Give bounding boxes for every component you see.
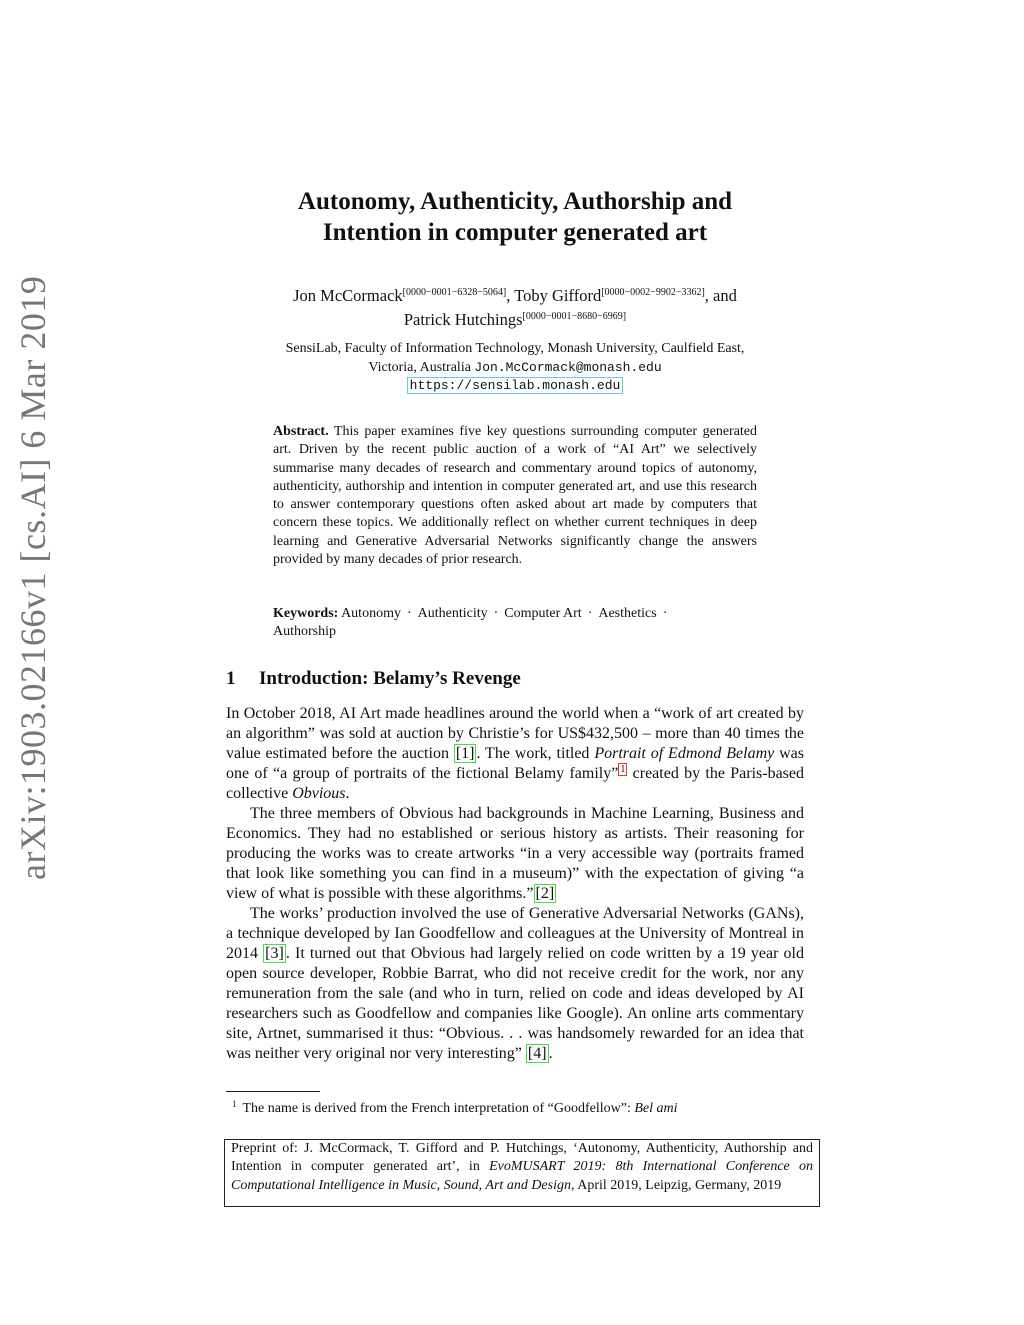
- keyword: Computer Art: [504, 606, 582, 621]
- body-text: [226, 704, 804, 1064]
- text-run: The works’ production involved the use of Generative Adversarial Networks (GANs), a technique developed by Ian Goodfellow and colleagues at the University of Montreal in 2014: [226, 905, 804, 962]
- affiliation-line-2: [226, 359, 804, 378]
- citation-link[interactable]: [2]: [535, 885, 555, 902]
- keyword: Aesthetics: [598, 606, 657, 621]
- footnote-italic: Bel ami: [634, 1101, 678, 1116]
- affiliation-line-3: [226, 377, 804, 396]
- venue-name: EvoMUSART 2019: 8th International Conference on Computational Intelligence in Music, Sound, Art and Design,: [231, 1159, 814, 1193]
- orcid-id: [0000−0001−6328−5064]: [402, 287, 507, 298]
- paragraph-1: [226, 704, 804, 804]
- keyword-separator: ·: [406, 606, 412, 621]
- keyword: Authorship: [273, 624, 336, 640]
- paragraph-3: [226, 904, 804, 1064]
- affiliation-line-1: SensiLab, Faculty of Information Technology, Monash University, Caulfield East,: [285, 341, 745, 356]
- footnote: [232, 1095, 804, 1118]
- affiliation: [226, 340, 804, 396]
- website-link[interactable]: https://sensilab.monash.edu: [407, 377, 624, 394]
- author-name: Toby Gifford: [514, 286, 602, 305]
- author-list: [226, 282, 804, 330]
- email-address[interactable]: Jon.McCormack@monash.edu: [474, 359, 662, 375]
- preprint-notice-box: [224, 1139, 820, 1207]
- paragraph-2: [226, 804, 804, 904]
- text-run: The three members of Obvious had backgrounds in Machine Learning, Business and Economics. They had no established or serious history as artists. Their reasoning for producing the works was to create artworks “in a very accessible way (portraits framed that look like something you can find in a museum)” with the expectation of giving “a view of what is possible with these algorithms.”: [226, 805, 804, 902]
- section-number: 1: [226, 668, 236, 689]
- text-run: . The work, titled: [476, 745, 595, 762]
- author-name: Jon McCormack: [293, 286, 403, 305]
- orcid-id: [0000−0001−8680−6969]: [522, 311, 627, 322]
- keyword: Autonomy: [341, 606, 401, 621]
- text-run: created by the Paris-based collective: [226, 765, 804, 802]
- footnote-rule: [226, 1091, 320, 1092]
- citation-link[interactable]: [3]: [265, 945, 284, 962]
- keywords: [273, 605, 757, 642]
- collective-name: Obvious: [292, 785, 346, 802]
- keyword: Authenticity: [417, 606, 488, 621]
- section-heading: [226, 667, 804, 691]
- paper-title: [226, 186, 804, 248]
- author-separator: , and: [704, 286, 737, 305]
- text-run: was one of “a group of portraits of the fictional Belamy family”: [226, 745, 805, 782]
- abstract: [273, 423, 757, 569]
- title-line-2: Intention in computer generated art: [322, 219, 708, 246]
- arxiv-identifier-stamp: arXiv:1903.02166v1 [cs.AI] 6 Mar 2019: [13, 275, 53, 880]
- preprint-text: Preprint of: J. McCormack, T. Gifford and P. Hutchings, ‘Autonomy, Authenticity, Authorship and Intention in computer generated art’, in: [231, 1141, 813, 1175]
- section-title: Introduction: Belamy’s Revenge: [259, 668, 521, 689]
- citation-link[interactable]: [4]: [527, 1045, 547, 1062]
- citation-link[interactable]: [1]: [455, 745, 475, 762]
- keyword-separator: ·: [662, 606, 668, 621]
- preprint-text: April 2019, Leipzig, Germany, 2019: [574, 1177, 782, 1193]
- keywords-label: Keywords:: [273, 606, 339, 621]
- title-line-1: Autonomy, Authenticity, Authorship and: [297, 188, 733, 215]
- abstract-text: This paper examines five key questions surrounding computer generated art. Driven by the recent public auction of a work of “AI Art” we selectively summarise many decades of research and commentary around topics of autonomy, authenticity, authorship and intention in computer generated art, and use this research to answer contemporary questions often asked about art made by computers that concern these topics. We additionally reflect on whether current techniques in deep learning and Generative Adversarial Networks significantly change the answers provided by many decades of prior research.: [273, 424, 758, 568]
- text-run: . It turned out that Obvious had largely relied on code written by a 19 year old open source developer, Robbie Barrat, who did not receive credit for the work, nor any remuneration from the sale (and who in turn, relied on code and ideas developed by AI researchers such as Goodfellow and companies like Google). An online arts commentary site, Artnet, summarised it thus: “Obvious. . . was handsomely rewarded for an idea that was neither very original nor very interesting”: [226, 945, 805, 1062]
- footnote-mark: 1: [232, 1099, 237, 1109]
- text-run: .: [548, 1045, 553, 1062]
- abstract-label: Abstract.: [273, 424, 329, 439]
- author-separator: ,: [506, 286, 515, 305]
- footnote-link[interactable]: 1: [620, 764, 626, 775]
- footnote-text: The name is derived from the French interpretation of “Goodfellow”:: [242, 1101, 635, 1116]
- text-run: .: [345, 785, 350, 802]
- text-run: In October 2018, AI Art made headlines around the world when a “work of art created by an algorithm” was sold at auction by Christie’s for US$432,500 – more than 40 times the value estimated before the auction: [226, 705, 804, 762]
- author-name: Patrick Hutchings: [403, 310, 523, 329]
- affiliation-location: Victoria, Australia: [368, 359, 471, 375]
- orcid-id: [0000−0002−9902−3362]: [601, 287, 705, 298]
- keyword-separator: ·: [493, 606, 499, 621]
- artwork-title: Portrait of Edmond Belamy: [594, 745, 775, 762]
- keyword-separator: ·: [587, 606, 593, 621]
